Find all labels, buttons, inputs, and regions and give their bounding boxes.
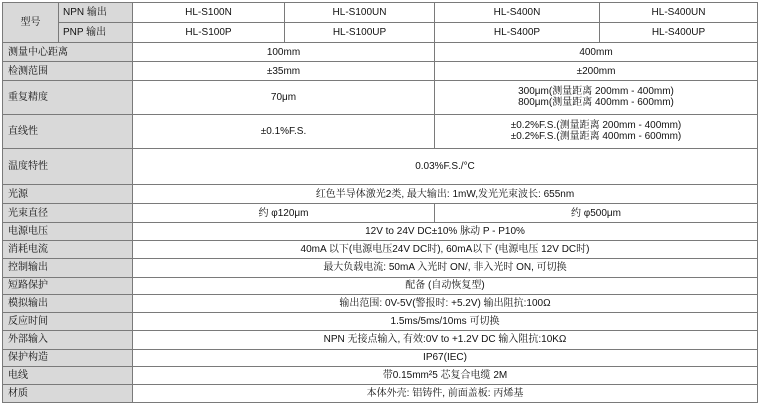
spec-row-current (3, 241, 758, 259)
model-cell: HL-S100UP (285, 22, 435, 42)
spec-row-material (3, 385, 758, 403)
value-cell-s100: 70μm (133, 81, 435, 114)
spec-row-beam-diameter (3, 204, 758, 223)
value-cell: 1.5ms/5ms/10ms 可切换 (133, 313, 758, 331)
value-cell: 12V to 24V DC±10% 脉动 P - P10% (133, 223, 758, 241)
row-label: 模拟输出 (3, 295, 133, 313)
spec-row-protection (3, 349, 758, 367)
value-line: 300μm(测量距离 200mm - 400mm) (518, 86, 674, 98)
row-label: 外部输入 (3, 330, 133, 349)
value-cell: NPN 无接点输入, 有效:0V to +1.2V DC 输入阻抗:10KΩ (133, 330, 758, 349)
row-label: 光源 (3, 184, 133, 204)
value-line: ±0.2%F.S.(测量距离 200mm - 400mm) (510, 120, 682, 132)
spec-row-short-protection (3, 277, 758, 295)
model-cell: HL-S100P (133, 22, 285, 42)
value-cell: 输出范围: 0V-5V(警报时: +5.2V) 输出阻抗:100Ω (133, 295, 758, 313)
model-cell: HL-S100N (133, 3, 285, 23)
value-cell-s400: ±200mm (435, 62, 758, 81)
npn-output-label: NPN 输出 (59, 3, 133, 23)
model-cell: HL-S400P (435, 22, 600, 42)
value-cell: 40mA 以下(电源电压24V DC时), 60mA以下 (电源电压 12V DC时) (133, 241, 758, 259)
spec-row-repeatability (3, 81, 758, 114)
value-cell-s400: 约 φ500μm (435, 204, 758, 223)
pnp-output-label: PNP 输出 (59, 22, 133, 42)
value-cell: 配备 (自动恢复型) (133, 277, 758, 295)
spec-row-supply-voltage (3, 223, 758, 241)
value-cell: IP67(IEC) (133, 349, 758, 367)
spec-row-external-input (3, 330, 758, 349)
row-label: 直线性 (3, 114, 133, 148)
model-cell: HL-S100UN (285, 3, 435, 23)
spec-row-center-distance (3, 42, 758, 62)
value-cell: 0.03%F.S./°C (133, 149, 758, 185)
value-cell-s100: ±0.1%F.S. (133, 114, 435, 148)
row-label: 测量中心距离 (3, 42, 133, 62)
row-label: 温度特性 (3, 149, 133, 185)
model-cell: HL-S400UP (600, 22, 758, 42)
model-cell: HL-S400UN (600, 3, 758, 23)
spec-row-light-source (3, 184, 758, 204)
model-row-npn (3, 3, 758, 23)
row-label: 光束直径 (3, 204, 133, 223)
spec-row-temperature (3, 149, 758, 185)
spec-table (2, 2, 758, 403)
model-row-pnp (3, 22, 758, 42)
value-cell: 本体外壳: 铝铸件, 前面盖板: 丙烯基 (133, 385, 758, 403)
row-label: 短路保护 (3, 277, 133, 295)
value-cell: 带0.15mm²5 芯复合电缆 2M (133, 367, 758, 385)
model-cell: HL-S400N (435, 3, 600, 23)
row-label: 电线 (3, 367, 133, 385)
value-cell-s400 (435, 114, 758, 148)
value-cell-s100: 约 φ120μm (133, 204, 435, 223)
value-cell-s400 (435, 81, 758, 114)
row-label: 保护构造 (3, 349, 133, 367)
spec-row-analog-output (3, 295, 758, 313)
value-cell-s400: 400mm (435, 42, 758, 62)
spec-row-linearity (3, 114, 758, 148)
value-cell: 红色半导体激光2类, 最大输出: 1mW,发光光束波长: 655nm (133, 184, 758, 204)
row-label: 检测范围 (3, 62, 133, 81)
spec-row-response-time (3, 313, 758, 331)
value-cell-s100: ±35mm (133, 62, 435, 81)
row-label: 控制输出 (3, 258, 133, 277)
value-cell: 最大负载电流: 50mA 入光时 ON/, 非入光时 ON, 可切换 (133, 258, 758, 277)
row-label: 电源电压 (3, 223, 133, 241)
row-label: 重复精度 (3, 81, 133, 114)
spec-row-cable (3, 367, 758, 385)
model-label: 型号 (3, 3, 59, 43)
value-line: ±0.2%F.S.(测量距离 400mm - 600mm) (510, 131, 682, 143)
spec-row-control-output (3, 258, 758, 277)
row-label: 反应时间 (3, 313, 133, 331)
row-label: 材质 (3, 385, 133, 403)
spec-row-range (3, 62, 758, 81)
row-label: 消耗电流 (3, 241, 133, 259)
value-line: 800μm(测量距离 400mm - 600mm) (518, 97, 674, 109)
value-cell-s100: 100mm (133, 42, 435, 62)
